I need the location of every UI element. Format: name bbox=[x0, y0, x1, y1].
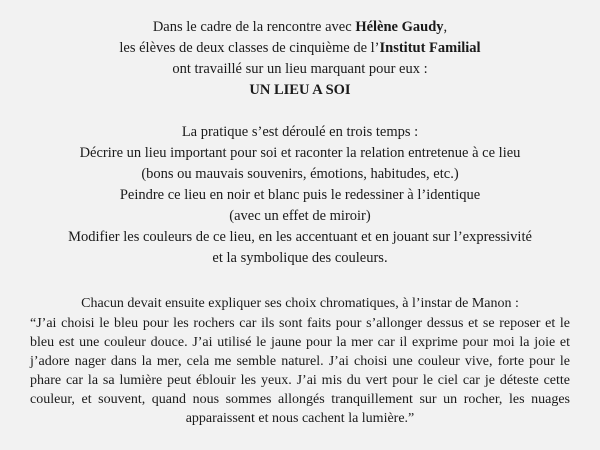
intro-comma: , bbox=[443, 19, 448, 35]
process-step-1: Décrire un lieu important pour soi et raconter la relation entretenue à ce lieu bbox=[79, 145, 521, 161]
project-title: UN LIEU A SOI bbox=[249, 82, 351, 98]
process-step-2-detail: (avec un effet de miroir) bbox=[229, 208, 371, 224]
school-name: Institut Familial bbox=[379, 40, 481, 56]
process-step-3: Modifier les couleurs de ce lieu, en les accentuant et en jouant sur l’expressivité bbox=[68, 229, 532, 245]
intro-text: Dans le cadre de la rencontre avec bbox=[152, 19, 356, 35]
process-heading: La pratique s’est déroulé en trois temps : bbox=[181, 124, 419, 140]
process-step-3-detail: et la symbolique des couleurs. bbox=[212, 250, 388, 266]
testimony-quote: “J’ai choisi le bleu pour les rochers car ils sont faits pour s’allonger dessus et se reposer et le bleu est une couleur douce. J’ai utilisé le jaune pour la mer car il exprime pour moi la joie et j’adore nager dans la mer, cela me semble naturel. J’ai choisi une couleur vive, forte pour le phare car la sa lumière peut éblouir les yeux. J’ai mis du vert pour le ciel car je déteste cette couleur, et souvent, quand nous sommes allongés tranquillement sur un rocher, les nuages apparaissent et nous cachent la lumière.” bbox=[30, 316, 570, 426]
intro-line-2 bbox=[0, 38, 600, 58]
process-step-1-detail: (bons ou mauvais souvenirs, émotions, habitudes, etc.) bbox=[141, 166, 459, 182]
intro-line-1 bbox=[0, 17, 600, 37]
process-step-2: Peindre ce lieu en noir et blanc puis le redessiner à l’identique bbox=[119, 187, 481, 203]
intro-text: les élèves de deux classes de cinquième de l’ bbox=[119, 40, 380, 56]
intro-line-3: ont travaillé sur un lieu marquant pour eux : bbox=[172, 61, 428, 77]
testimony-intro: Chacun devait ensuite expliquer ses choix chromatiques, à l’instar de Manon : bbox=[81, 296, 519, 311]
author-name: Hélène Gaudy bbox=[355, 19, 444, 35]
